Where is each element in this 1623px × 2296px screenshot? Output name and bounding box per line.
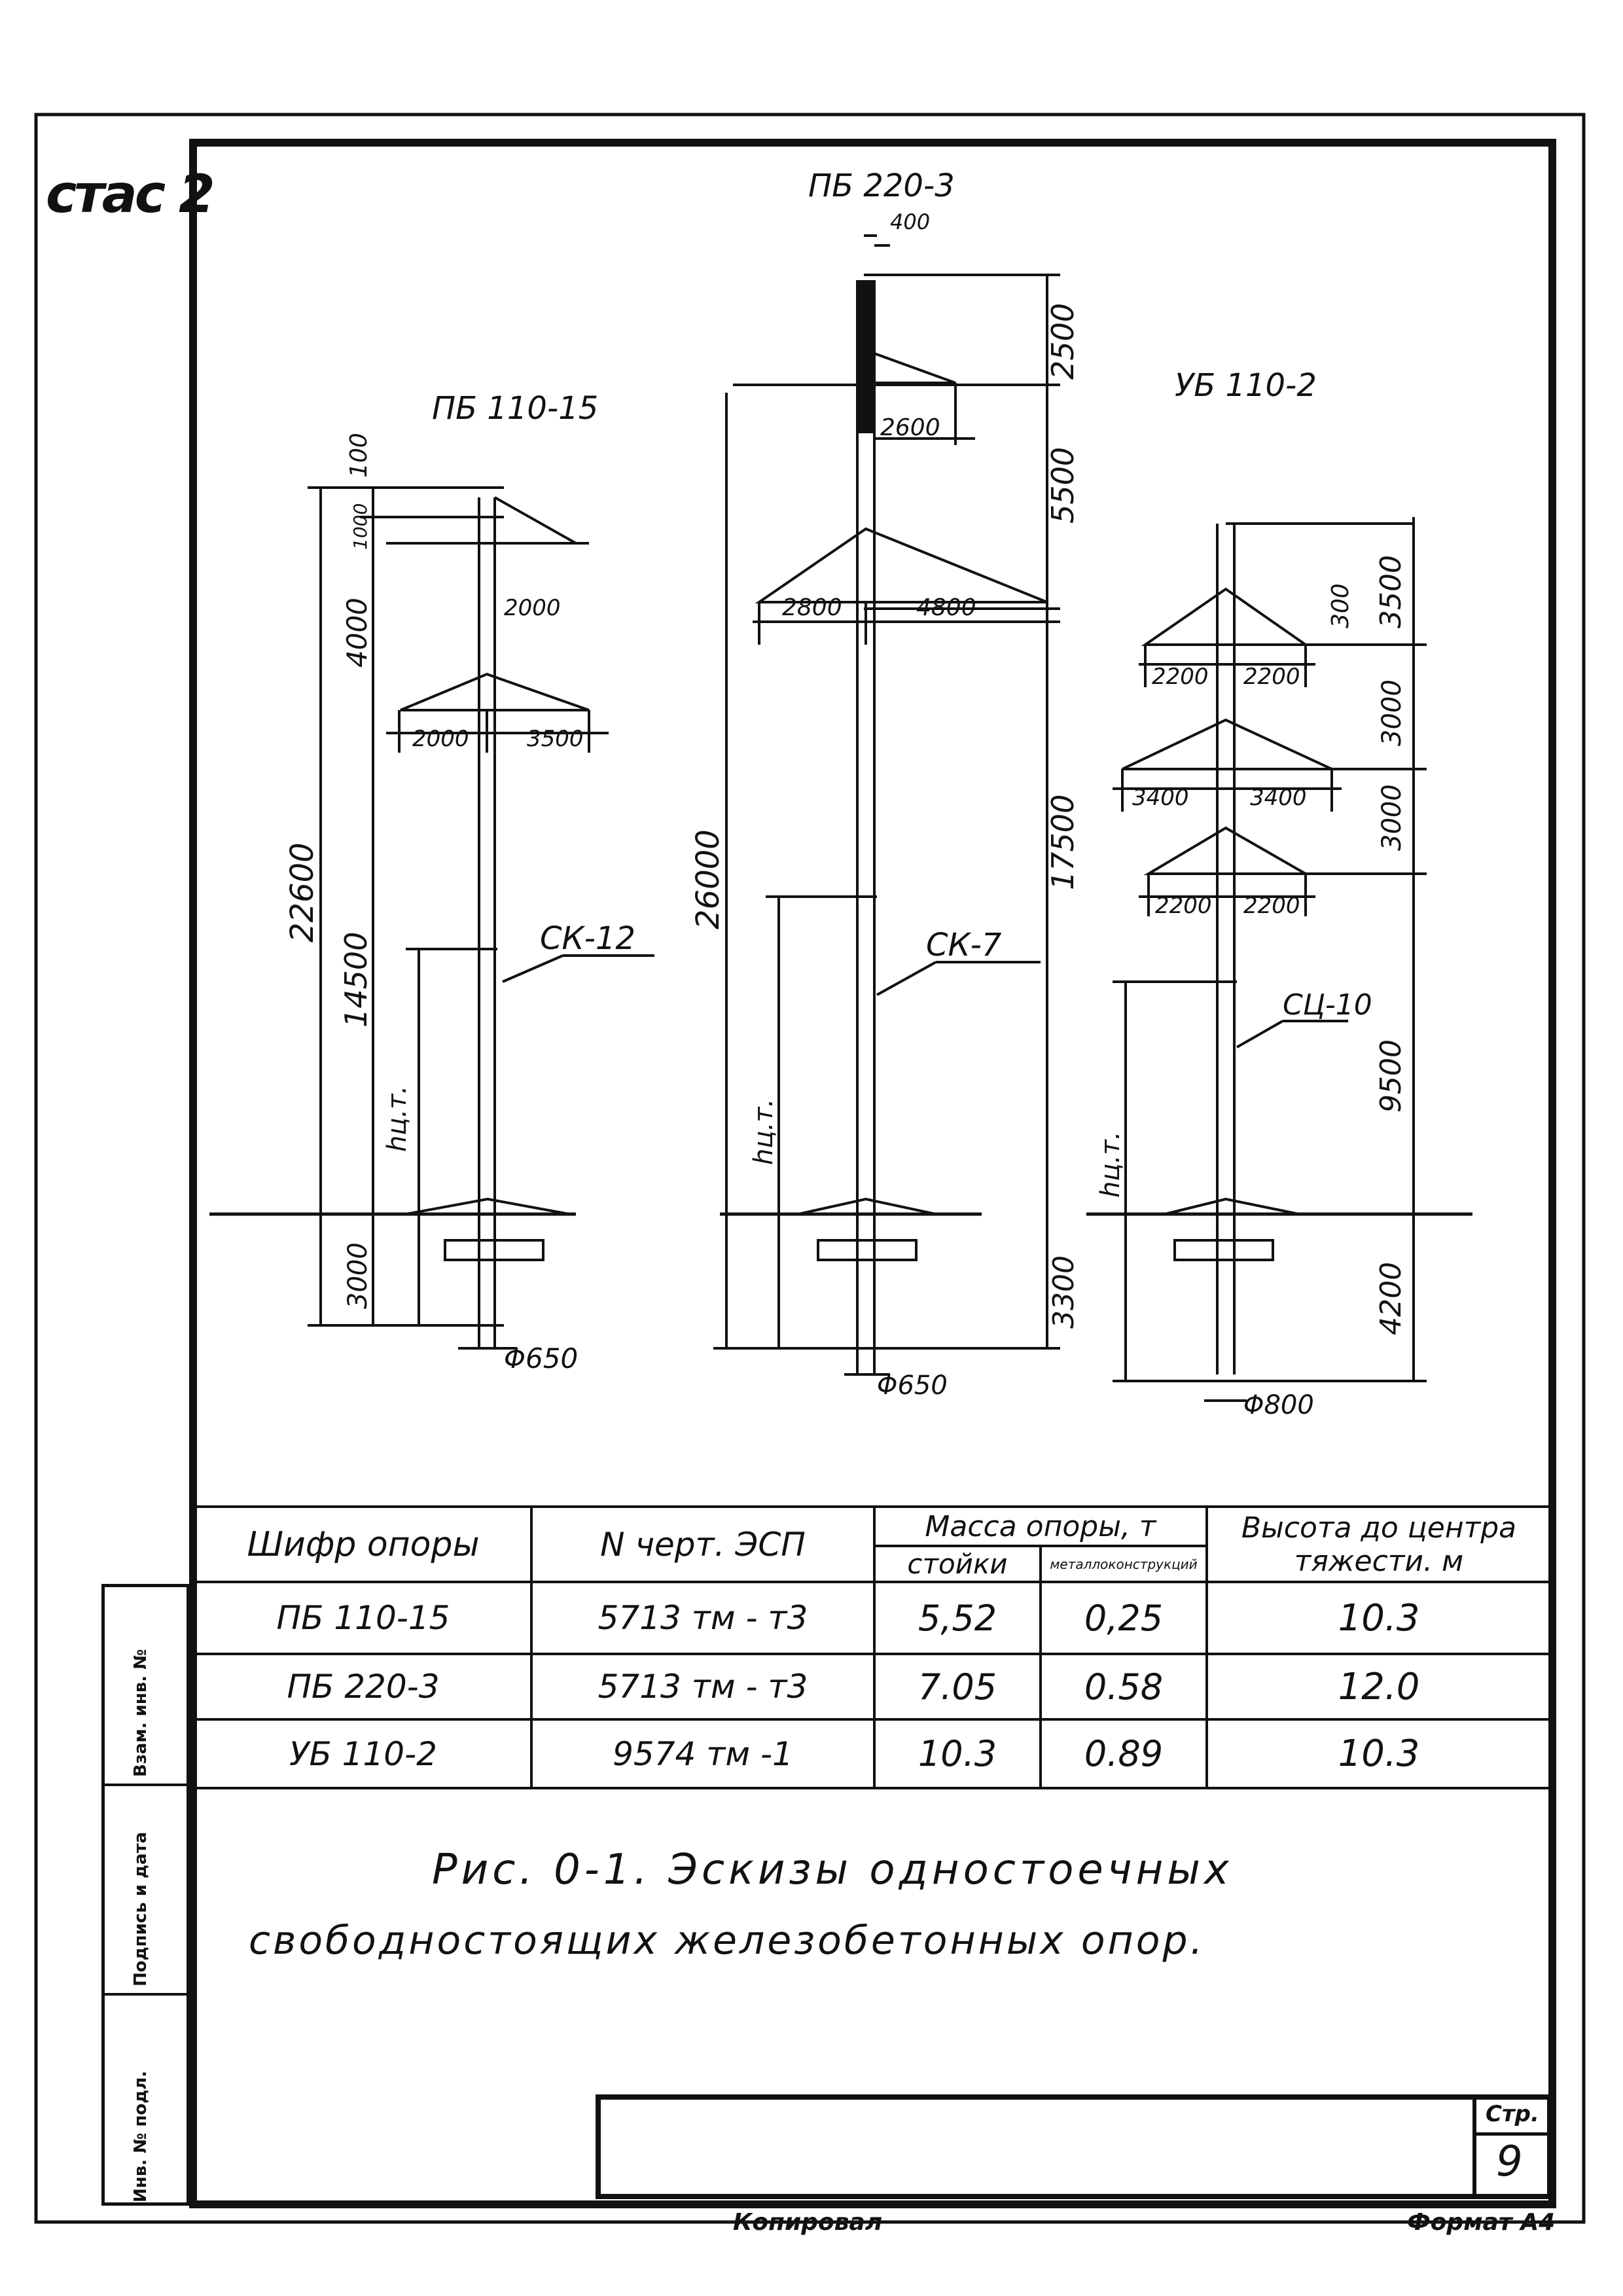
support-3-arm2-left: 3400 [1132, 785, 1189, 811]
cell-mass-metal: 0,25 [1041, 1582, 1207, 1654]
support-3-diameter: Φ800 [1243, 1390, 1314, 1420]
support-2-dim-mid: 5500 [1045, 446, 1080, 524]
cell-mass-metal: 0.58 [1041, 1654, 1207, 1719]
support-3-arm1-right: 2200 [1243, 664, 1300, 690]
figure-caption-line1: Рис. 0-1. Эскизы одностоечных [432, 1846, 1233, 1894]
support-2-title: ПБ 220-3 [808, 168, 955, 204]
support-1-dim-upper: 1000 [349, 503, 371, 550]
support-3-dim-top-small: 300 [1327, 583, 1354, 628]
support-pb220-3 [713, 236, 1060, 1374]
figure-caption-line2: свободностоящих железобетонных опор. [249, 1918, 1205, 1964]
header-cg-height: Высота до центра тяжести. м [1207, 1507, 1551, 1582]
side-label-inv: Инв. № подл. [131, 2070, 151, 2202]
support-3-arm1-left: 2200 [1152, 664, 1209, 690]
cell-cg: 10.3 [1207, 1719, 1551, 1788]
cell-mass-metal: 0.89 [1041, 1719, 1207, 1788]
support-1-dim-height: 14500 [338, 931, 374, 1028]
header-drawing: N черт. ЭСП [531, 1507, 874, 1582]
page-number: 9 [1496, 2138, 1523, 2186]
page-number-box [1472, 2094, 1556, 2199]
cell-cg: 12.0 [1207, 1654, 1551, 1719]
support-3-dim-lower: 9500 [1374, 1039, 1408, 1113]
header-mass-metal: металлоконструкций [1041, 1546, 1207, 1582]
cell-cg: 10.3 [1207, 1582, 1551, 1654]
support-1-dim-top: 100 [346, 433, 372, 478]
support-1-dim-crossarm-gap: 4000 [341, 598, 373, 668]
support-1-column-label: СК-12 [540, 920, 635, 957]
cell-code: ПБ 220-3 [195, 1654, 531, 1719]
support-1-dim-total: 22600 [284, 842, 321, 942]
table-row [195, 1654, 1551, 1719]
support-3-title: УБ 110-2 [1175, 367, 1317, 404]
supports-table [194, 1505, 1552, 1789]
support-1-dim-depth: 3000 [343, 1242, 373, 1309]
cell-drawing: 5713 тм - т3 [531, 1582, 874, 1654]
cell-mass-column: 7.05 [874, 1654, 1041, 1719]
support-2-arm2-left: 2800 [782, 594, 842, 621]
cell-drawing: 9574 тм -1 [531, 1719, 874, 1788]
support-2-dim-top: 400 [890, 209, 931, 234]
support-3-arm2-right: 3400 [1250, 785, 1307, 811]
support-3-arm3-right: 2200 [1243, 893, 1300, 919]
cell-mass-column: 5,52 [874, 1582, 1041, 1654]
side-label-replace: Взам. инв. № [131, 1649, 151, 1777]
page-label: Стр. [1486, 2101, 1539, 2127]
side-stamp-column [101, 1584, 190, 2206]
outer-frame [36, 115, 1584, 2222]
support-1-title: ПБ 110-15 [432, 390, 599, 427]
header-mass-column: стойки [874, 1546, 1041, 1582]
support-3-hcg: hц.т. [1096, 1131, 1126, 1198]
support-2-dim-depth: 3300 [1047, 1255, 1080, 1329]
support-3-dim-top: 3500 [1374, 555, 1408, 628]
inner-frame [193, 143, 1552, 2204]
support-2-arm1-right: 2600 [880, 414, 940, 441]
support-2-column-label: СК-7 [926, 927, 1002, 963]
table-row [195, 1719, 1551, 1788]
support-2-diameter: Φ650 [877, 1371, 948, 1401]
header-mass: Масса опоры, т [874, 1507, 1207, 1546]
footer-copied: Копировал [733, 2209, 883, 2236]
support-2-arm2-right: 4800 [916, 594, 976, 621]
support-2-hcg: hц.т. [749, 1098, 779, 1165]
support-1-hcg: hц.т. [382, 1085, 412, 1152]
support-3-arm3-left: 2200 [1155, 893, 1212, 919]
support-3-column-label: СЦ-10 [1283, 988, 1372, 1022]
cell-code: УБ 110-2 [195, 1719, 531, 1788]
support-ub110-2 [1086, 517, 1472, 1401]
cell-mass-column: 10.3 [874, 1719, 1041, 1788]
support-3-dim-gap2: 3000 [1377, 784, 1407, 851]
support-2-dim-upper: 2500 [1045, 302, 1080, 380]
corner-note: стас 2 [46, 164, 213, 224]
cell-drawing: 5713 тм - т3 [531, 1654, 874, 1719]
title-block-stamp [596, 2094, 1552, 2199]
header-code: Шифр опоры [195, 1507, 531, 1582]
support-1-arm1-right: 2000 [504, 595, 561, 621]
footer-format: Формат А4 [1407, 2209, 1556, 2236]
support-1-diameter: Φ650 [504, 1342, 579, 1374]
support-3-dim-gap1: 3000 [1377, 679, 1407, 746]
support-2-dim-total: 26000 [690, 829, 726, 929]
support-pb110-15 [209, 488, 654, 1348]
support-3-dim-depth: 4200 [1374, 1262, 1408, 1335]
support-1-arm2-right: 3500 [527, 726, 584, 752]
cell-code: ПБ 110-15 [195, 1582, 531, 1654]
table-row [195, 1582, 1551, 1654]
side-label-signature: Подпись и дата [131, 1831, 151, 1986]
support-2-dim-lower: 17500 [1045, 794, 1080, 890]
support-1-arm2-left: 2000 [412, 726, 469, 752]
